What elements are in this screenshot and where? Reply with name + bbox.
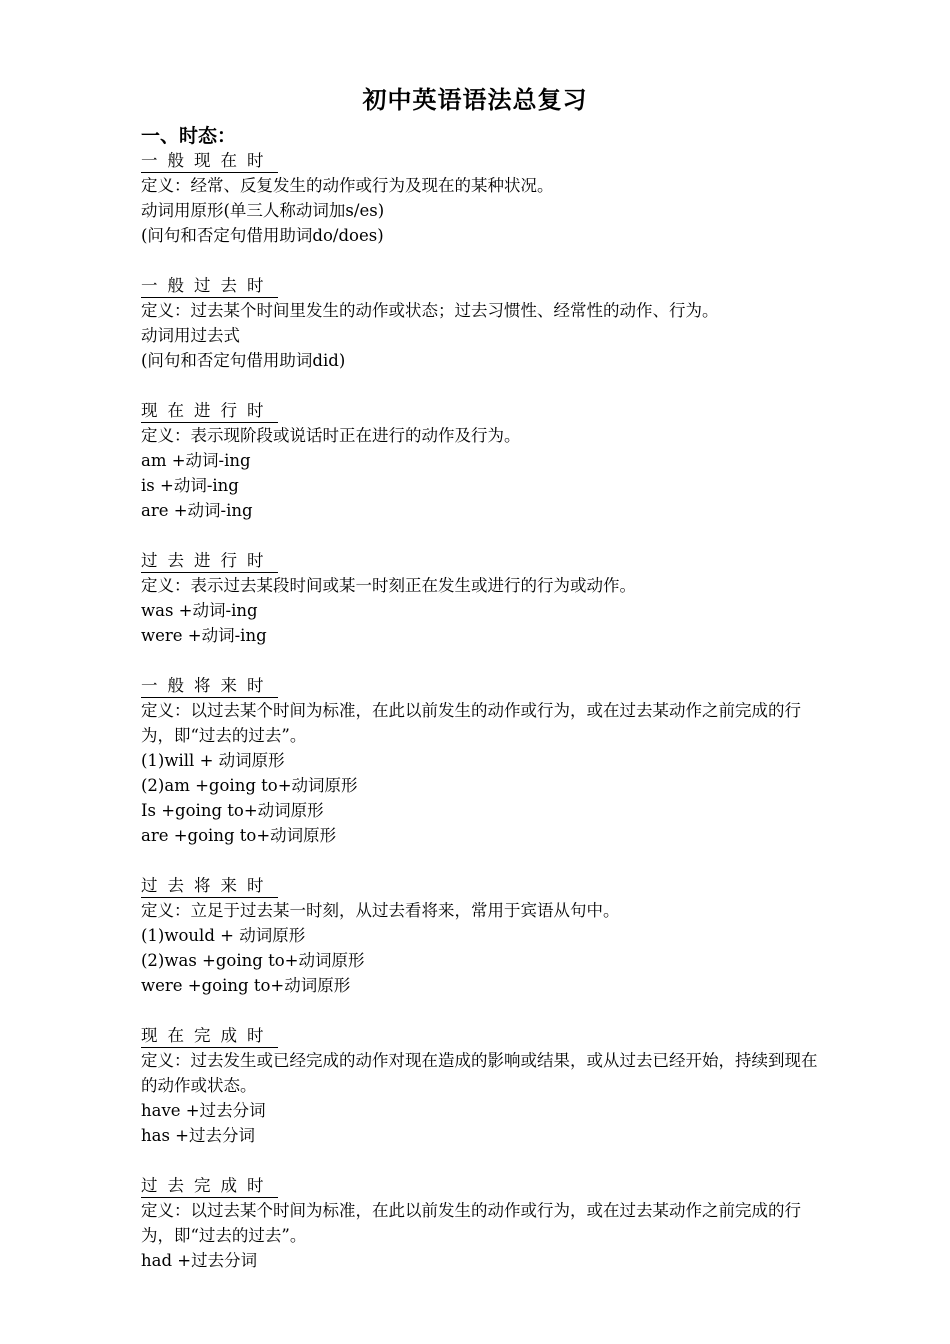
tense-rule: has +过去分词 — [141, 1126, 256, 1145]
tense-rule: (1)will + 动词原形 — [141, 751, 285, 770]
tense-rule: 动词用原形(单三人称动词加s/es) — [141, 201, 385, 220]
tense-title: 现在完成时 — [141, 1025, 278, 1048]
tense-block-simple-future — [141, 673, 831, 848]
tense-rule: was +动词-ing — [141, 601, 258, 620]
tense-definition: 定义：过去发生或已经完成的动作对现在造成的影响或结果，或从过去已经开始，持续到现在的动作或状态。 — [141, 1051, 818, 1095]
tense-rule: (2)am +going to+动词原形 — [141, 776, 358, 795]
tense-rule: (1)would + 动词原形 — [141, 926, 306, 945]
tense-title: 一般现在时 — [141, 150, 278, 173]
tense-rule: (问句和否定句借用助词did) — [141, 351, 346, 370]
tense-title: 一般过去时 — [141, 275, 278, 298]
tense-list — [141, 148, 831, 1298]
tense-rule: are +动词-ing — [141, 501, 253, 520]
tense-definition: 定义：过去某个时间里发生的动作或状态；过去习惯性、经常性的动作、行为。 — [141, 301, 719, 320]
tense-block-past-perfect — [141, 1173, 831, 1273]
tense-rule: were +going to+动词原形 — [141, 976, 351, 995]
tense-title: 过去将来时 — [141, 875, 278, 898]
tense-definition: 定义：表示过去某段时间或某一时刻正在发生或进行的行为或动作。 — [141, 576, 636, 595]
tense-definition: 定义：以过去某个时间为标准，在此以前发生的动作或行为，或在过去某动作之前完成的行为，即“过去的过去”。 — [141, 1201, 801, 1245]
tense-rule: were +动词-ing — [141, 626, 267, 645]
tense-rule: is +动词-ing — [141, 476, 239, 495]
tense-title: 过去进行时 — [141, 550, 278, 573]
tense-definition: 定义：立足于过去某一时刻，从过去看将来，常用于宾语从句中。 — [141, 901, 620, 920]
tense-rule: (2)was +going to+动词原形 — [141, 951, 365, 970]
tense-rule: Is +going to+动词原形 — [141, 801, 324, 820]
tense-definition: 定义：经常、反复发生的动作或行为及现在的某种状况。 — [141, 176, 554, 195]
tense-rule: (问句和否定句借用助词do/does) — [141, 226, 384, 245]
tense-definition: 定义：表示现阶段或说话时正在进行的动作及行为。 — [141, 426, 521, 445]
tense-block-simple-present — [141, 148, 831, 248]
tense-rule: have +过去分词 — [141, 1101, 266, 1120]
tense-rule: had +过去分词 — [141, 1251, 258, 1270]
tense-title: 过去完成时 — [141, 1175, 278, 1198]
tense-block-past-continuous — [141, 548, 831, 648]
tense-rule: 动词用过去式 — [141, 326, 240, 345]
tense-rule: am +动词-ing — [141, 451, 251, 470]
tense-rule: are +going to+动词原形 — [141, 826, 337, 845]
tense-block-future-in-past — [141, 873, 831, 998]
tense-block-present-continuous — [141, 398, 831, 523]
tense-definition: 定义：以过去某个时间为标准，在此以前发生的动作或行为，或在过去某动作之前完成的行为，即“过去的过去”。 — [141, 701, 801, 745]
tense-block-present-perfect — [141, 1023, 831, 1148]
tense-block-simple-past — [141, 273, 831, 373]
document-title: 初中英语语法总复习 — [362, 85, 588, 114]
section-heading-tenses: 一、时态： — [141, 125, 237, 147]
tense-title: 现在进行时 — [141, 400, 278, 423]
tense-title: 一般将来时 — [141, 675, 278, 698]
